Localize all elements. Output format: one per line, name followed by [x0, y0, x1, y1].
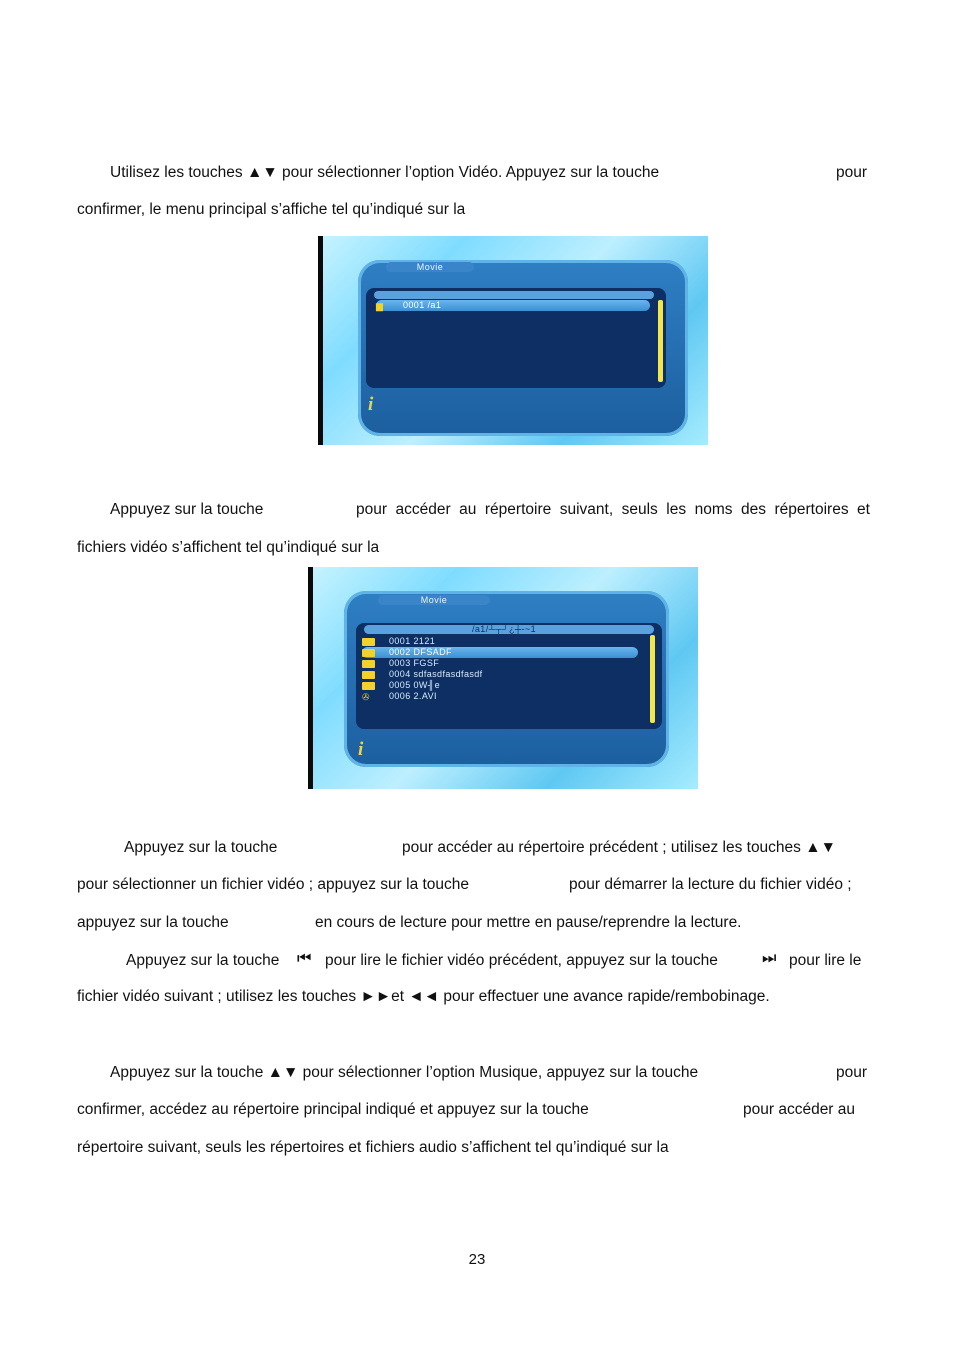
info-icon: i: [358, 739, 364, 760]
menu-title: Movie: [378, 595, 490, 605]
p5-line1b: pour: [836, 1064, 868, 1081]
p3-line2a: pour sélectionner un fichier vidéo ; appuyez sur la touche: [77, 876, 470, 893]
folder-icon: [362, 671, 375, 679]
movie-screenshot-root: [318, 236, 708, 445]
p3-line3b: en cours de lecture pour mettre en pause/reprendre la lecture.: [315, 914, 742, 931]
list-item[interactable]: [362, 680, 638, 691]
screen-edge: [318, 236, 323, 445]
p5-line1a: Appuyez sur la touche ▲▼ pour sélectionner l’option Musique, appuyez sur la touche: [110, 1064, 699, 1081]
path-label: /a1/┴┬┘¿┼-~1: [472, 624, 537, 634]
p2-line2: fichiers vidéo s’affichent tel qu’indiqué sur la: [77, 539, 380, 556]
list-item-label: 0001 2121: [389, 636, 436, 646]
list-item-label: 0004 sdfasdfasdfasdf: [389, 669, 483, 679]
folder-icon: [362, 649, 375, 657]
menu-title: Movie: [386, 262, 474, 272]
page-number: 23: [468, 1251, 486, 1268]
p1-line1b: pour: [836, 164, 868, 181]
p4-line2: fichier vidéo suivant ; utilisez les touches ►►et ◄◄ pour effectuer une avance rapide/rembobinage.: [77, 988, 770, 1005]
p3-line1b: pour accéder au répertoire précédent ; utilisez les touches ▲▼: [402, 839, 836, 856]
list-item[interactable]: [362, 658, 638, 669]
list-item[interactable]: [362, 669, 638, 680]
list-item[interactable]: [376, 300, 650, 311]
list-item-label: 0005 0W╢e: [389, 680, 441, 690]
scrollbar[interactable]: [658, 300, 663, 382]
prev-track-icon: ⏮: [297, 950, 312, 967]
p3-line1a: Appuyez sur la touche: [124, 839, 278, 856]
list-item-label: 0002 DFSADF: [389, 647, 452, 657]
folder-icon: [362, 638, 375, 646]
film-icon: ✇: [362, 692, 370, 703]
scrollbar[interactable]: [650, 635, 655, 723]
p2-line1a: Appuyez sur la touche: [110, 501, 264, 518]
list-item[interactable]: [362, 636, 638, 647]
p5-line2b: pour accéder au: [743, 1101, 856, 1118]
folder-root-icon: ▆: [376, 301, 384, 312]
p5-line3: répertoire suivant, seuls les répertoires et fichiers audio s’affichent tel qu’indiqué sur la: [77, 1139, 669, 1156]
list-item-selected[interactable]: [362, 647, 638, 658]
p5-line2a: confirmer, accédez au répertoire principal indiqué et appuyez sur la touche: [77, 1101, 589, 1118]
path-bar: [374, 291, 654, 299]
screen-edge: [308, 567, 313, 789]
list-item-label: 0001 /a1: [403, 300, 442, 310]
p1-line1a: Utilisez les touches ▲▼ pour sélectionner l’option Vidéo. Appuyez sur la touche: [110, 164, 660, 181]
p3-line2b: pour démarrer la lecture du fichier vidéo ;: [569, 876, 852, 893]
p3-line3a: appuyez sur la touche: [77, 914, 229, 931]
list-item-label: 0006 2.AVI: [389, 691, 437, 701]
movie-folder-screenshot: [308, 567, 698, 789]
info-icon: i: [368, 394, 374, 415]
p4-line1b: pour lire le fichier vidéo précédent, appuyez sur la touche: [325, 952, 718, 969]
p4-line1a: Appuyez sur la touche: [126, 952, 280, 969]
p1-line2: confirmer, le menu principal s’affiche tel qu’indiqué sur la: [77, 201, 466, 218]
p4-line1c: pour lire le: [789, 952, 862, 969]
list-item-label: 0003 FGSF: [389, 658, 440, 668]
folder-icon: [362, 682, 375, 690]
folder-icon: [362, 660, 375, 668]
p2-line1b: pour accéder au répertoire suivant, seuls les noms des répertoires et: [356, 501, 870, 518]
next-track-icon: ⏭: [762, 950, 777, 967]
list-item[interactable]: [362, 691, 638, 702]
